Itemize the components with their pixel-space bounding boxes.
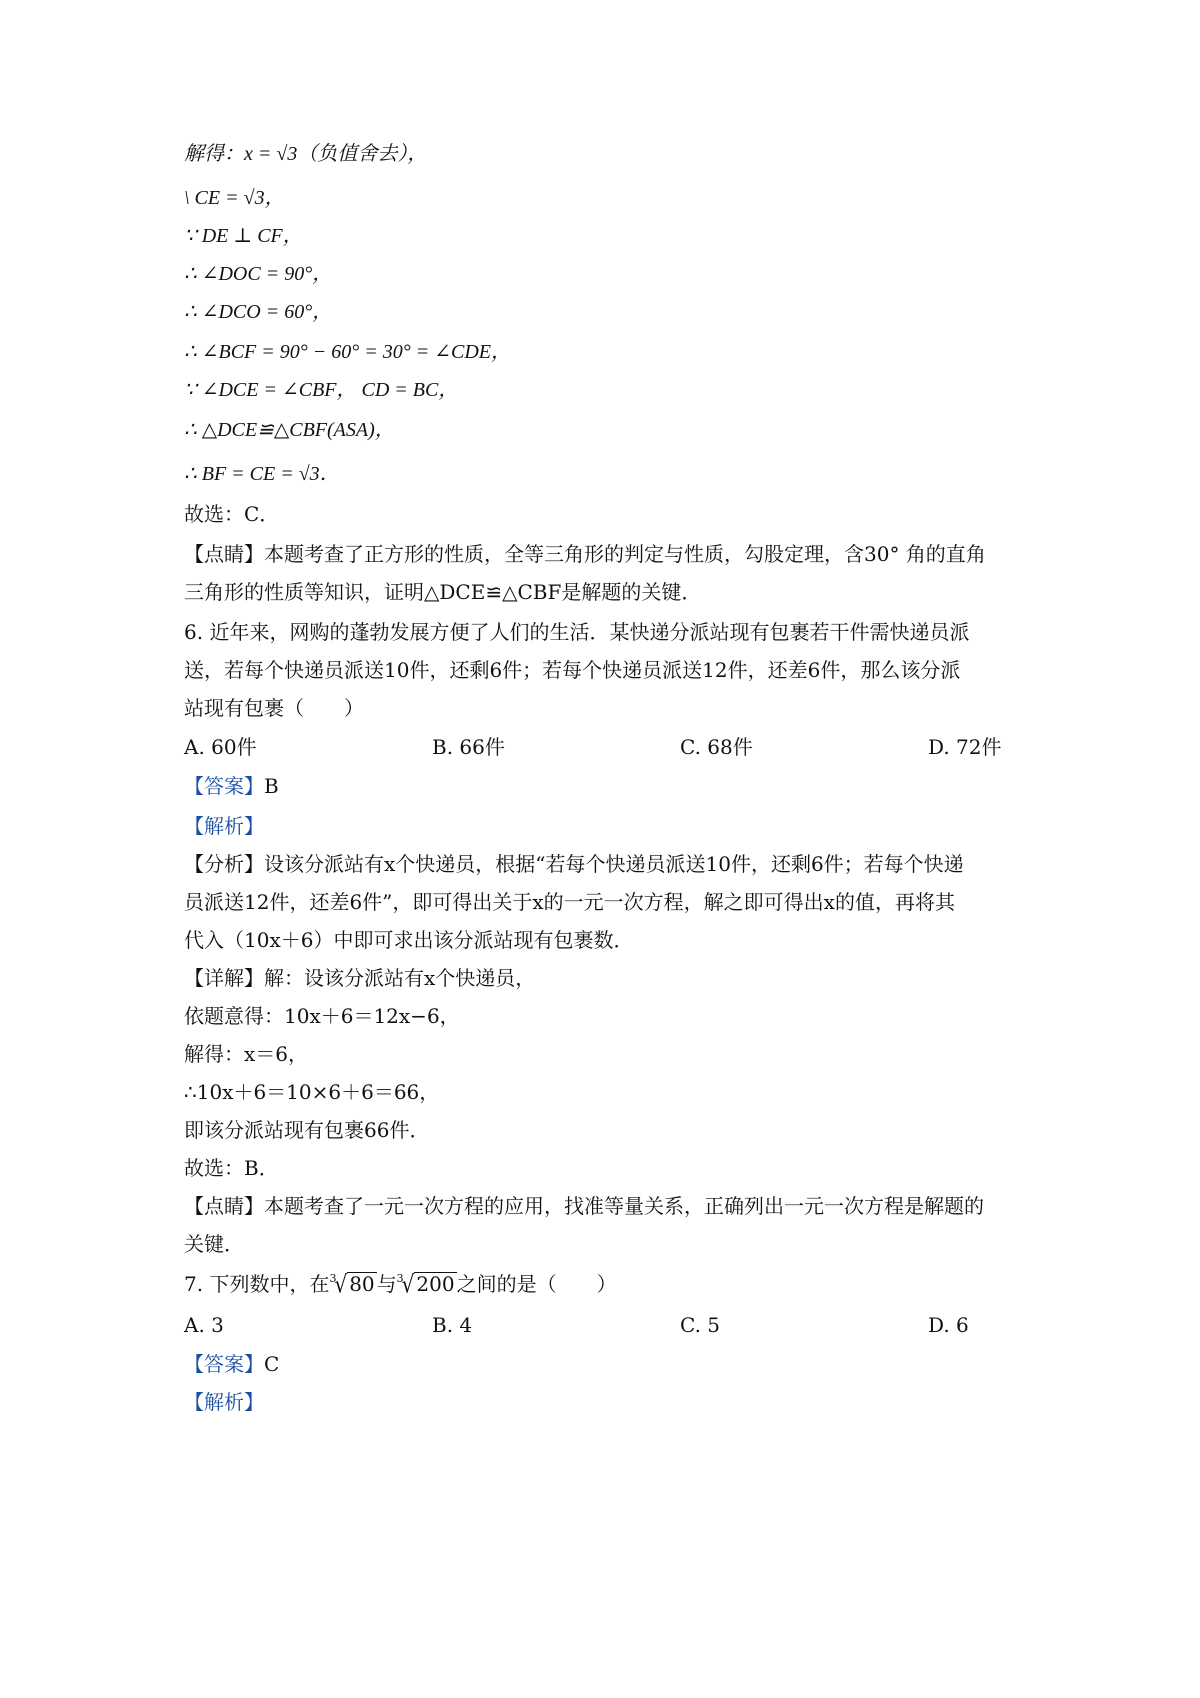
q6-analysis-tag: 【解析】 bbox=[184, 814, 264, 838]
solution-line-10: 故选：C． bbox=[184, 502, 280, 526]
cube-root-200 bbox=[397, 1270, 457, 1302]
dianjing-tag: 【点睛】 bbox=[184, 542, 264, 566]
answer-tag: 【答案】 bbox=[184, 774, 264, 798]
q6-fenxi-line-1 bbox=[184, 850, 964, 878]
answer-tag: 【答案】 bbox=[184, 1352, 264, 1376]
q6-answer bbox=[184, 772, 279, 800]
detail-tag: 【详解】 bbox=[184, 966, 264, 990]
q7-answer bbox=[184, 1350, 279, 1378]
radical-sign-icon: √ bbox=[401, 1269, 415, 1299]
q7-stem-a: 7. 下列数中，在 bbox=[184, 1272, 330, 1296]
q6-option-a: A. 60件 bbox=[184, 735, 257, 759]
q6-option-b: B. 66件 bbox=[432, 735, 505, 759]
q6-option-c: C. 68件 bbox=[680, 735, 753, 759]
q6-detail-line-6: 故选：B． bbox=[184, 1156, 279, 1180]
q6-stem-line-2: 送，若每个快递员派送10件，还剩6件；若每个快递员派送12件，还差6件，那么该分派 bbox=[184, 658, 961, 682]
radicand: 80 bbox=[349, 1272, 375, 1296]
dianjing-line-2: 三角形的性质等知识，证明△DCE≌△CBF是解题的关键． bbox=[184, 580, 702, 604]
q6-detail-line-2: 依题意得：10x＋6＝12x−6， bbox=[184, 1004, 460, 1028]
radical-sign-icon: √ bbox=[334, 1269, 348, 1299]
q7-stem-b: 与 bbox=[376, 1272, 397, 1296]
dianjing-tag: 【点睛】 bbox=[184, 1194, 264, 1218]
q7-stem-c: 之间的是（ ） bbox=[456, 1272, 617, 1296]
cube-root-80 bbox=[329, 1270, 376, 1302]
solution-line-9: ∴ BF = CE = √3． bbox=[184, 463, 340, 485]
q7-stem bbox=[184, 1270, 617, 1302]
solution-line-6: ∴ ∠BCF = 90° − 60° = 30° = ∠CDE， bbox=[184, 341, 511, 363]
dianjing-text: 本题考查了正方形的性质，全等三角形的判定与性质，勾股定理，含30° 角的直角 bbox=[264, 542, 986, 566]
q7-analysis-tag: 【解析】 bbox=[184, 1390, 264, 1414]
fenxi-text: 设该分派站有x个快递员，根据“若每个快递员派送10件，还剩6件；若每个快递 bbox=[264, 852, 964, 876]
solution-line-7: ∵ ∠DCE = ∠CBF， CD = BC， bbox=[184, 379, 459, 401]
answer-value: B bbox=[264, 774, 279, 798]
q6-detail-line-5: 即该分派站现有包裹66件． bbox=[184, 1118, 430, 1142]
q7-option-c: C. 5 bbox=[680, 1313, 721, 1337]
detail-text: 解：设该分派站有x个快递员， bbox=[264, 966, 536, 990]
answer-value: C bbox=[264, 1352, 280, 1376]
q6-stem-line-3: 站现有包裹（ ） bbox=[184, 696, 364, 720]
q6-stem-line-1: 6. 近年来，网购的蓬勃发展方便了人们的生活．某快递分派站现有包裹若干件需快递员派 bbox=[184, 620, 970, 644]
root-index: 3 bbox=[396, 1272, 404, 1285]
q6-option-d: D. 72件 bbox=[928, 735, 1002, 759]
dianjing-text: 本题考查了一元一次方程的应用，找准等量关系，正确列出一元一次方程是解题的 bbox=[264, 1194, 984, 1218]
dianjing-line-1 bbox=[184, 540, 986, 568]
q6-dianjing-line-1 bbox=[184, 1192, 984, 1220]
q6-detail-line-4: ∴10x＋6＝10×6＋6＝66， bbox=[184, 1080, 440, 1104]
root-index: 3 bbox=[329, 1272, 337, 1285]
q6-fenxi-line-2: 员派送12件，还差6件”，即可得出关于x的一元一次方程，解之即可得出x的值，再将其 bbox=[184, 890, 955, 914]
solution-line-2: \ CE = √3， bbox=[184, 187, 285, 209]
radicand: 200 bbox=[416, 1272, 455, 1296]
q7-option-d: D. 6 bbox=[928, 1313, 969, 1337]
solution-line-1: 解得：x = √3（负值舍去）， bbox=[184, 143, 428, 165]
solution-line-3: ∵ DE ⊥ CF， bbox=[184, 225, 303, 247]
q7-option-a: A. 3 bbox=[184, 1313, 224, 1337]
solution-line-4: ∴ ∠DOC = 90°， bbox=[184, 263, 333, 285]
q6-detail-line-1 bbox=[184, 964, 535, 992]
fenxi-tag: 【分析】 bbox=[184, 852, 264, 876]
q6-detail-line-3: 解得：x＝6， bbox=[184, 1042, 309, 1066]
q6-fenxi-line-3: 代入（10x＋6）中即可求出该分派站现有包裹数． bbox=[184, 928, 634, 952]
solution-line-5: ∴ ∠DCO = 60°， bbox=[184, 301, 333, 323]
solution-line-8: ∴ △DCE≌△CBF(ASA)， bbox=[184, 419, 395, 441]
q6-dianjing-line-2: 关键． bbox=[184, 1232, 244, 1256]
q7-option-b: B. 4 bbox=[432, 1313, 473, 1337]
